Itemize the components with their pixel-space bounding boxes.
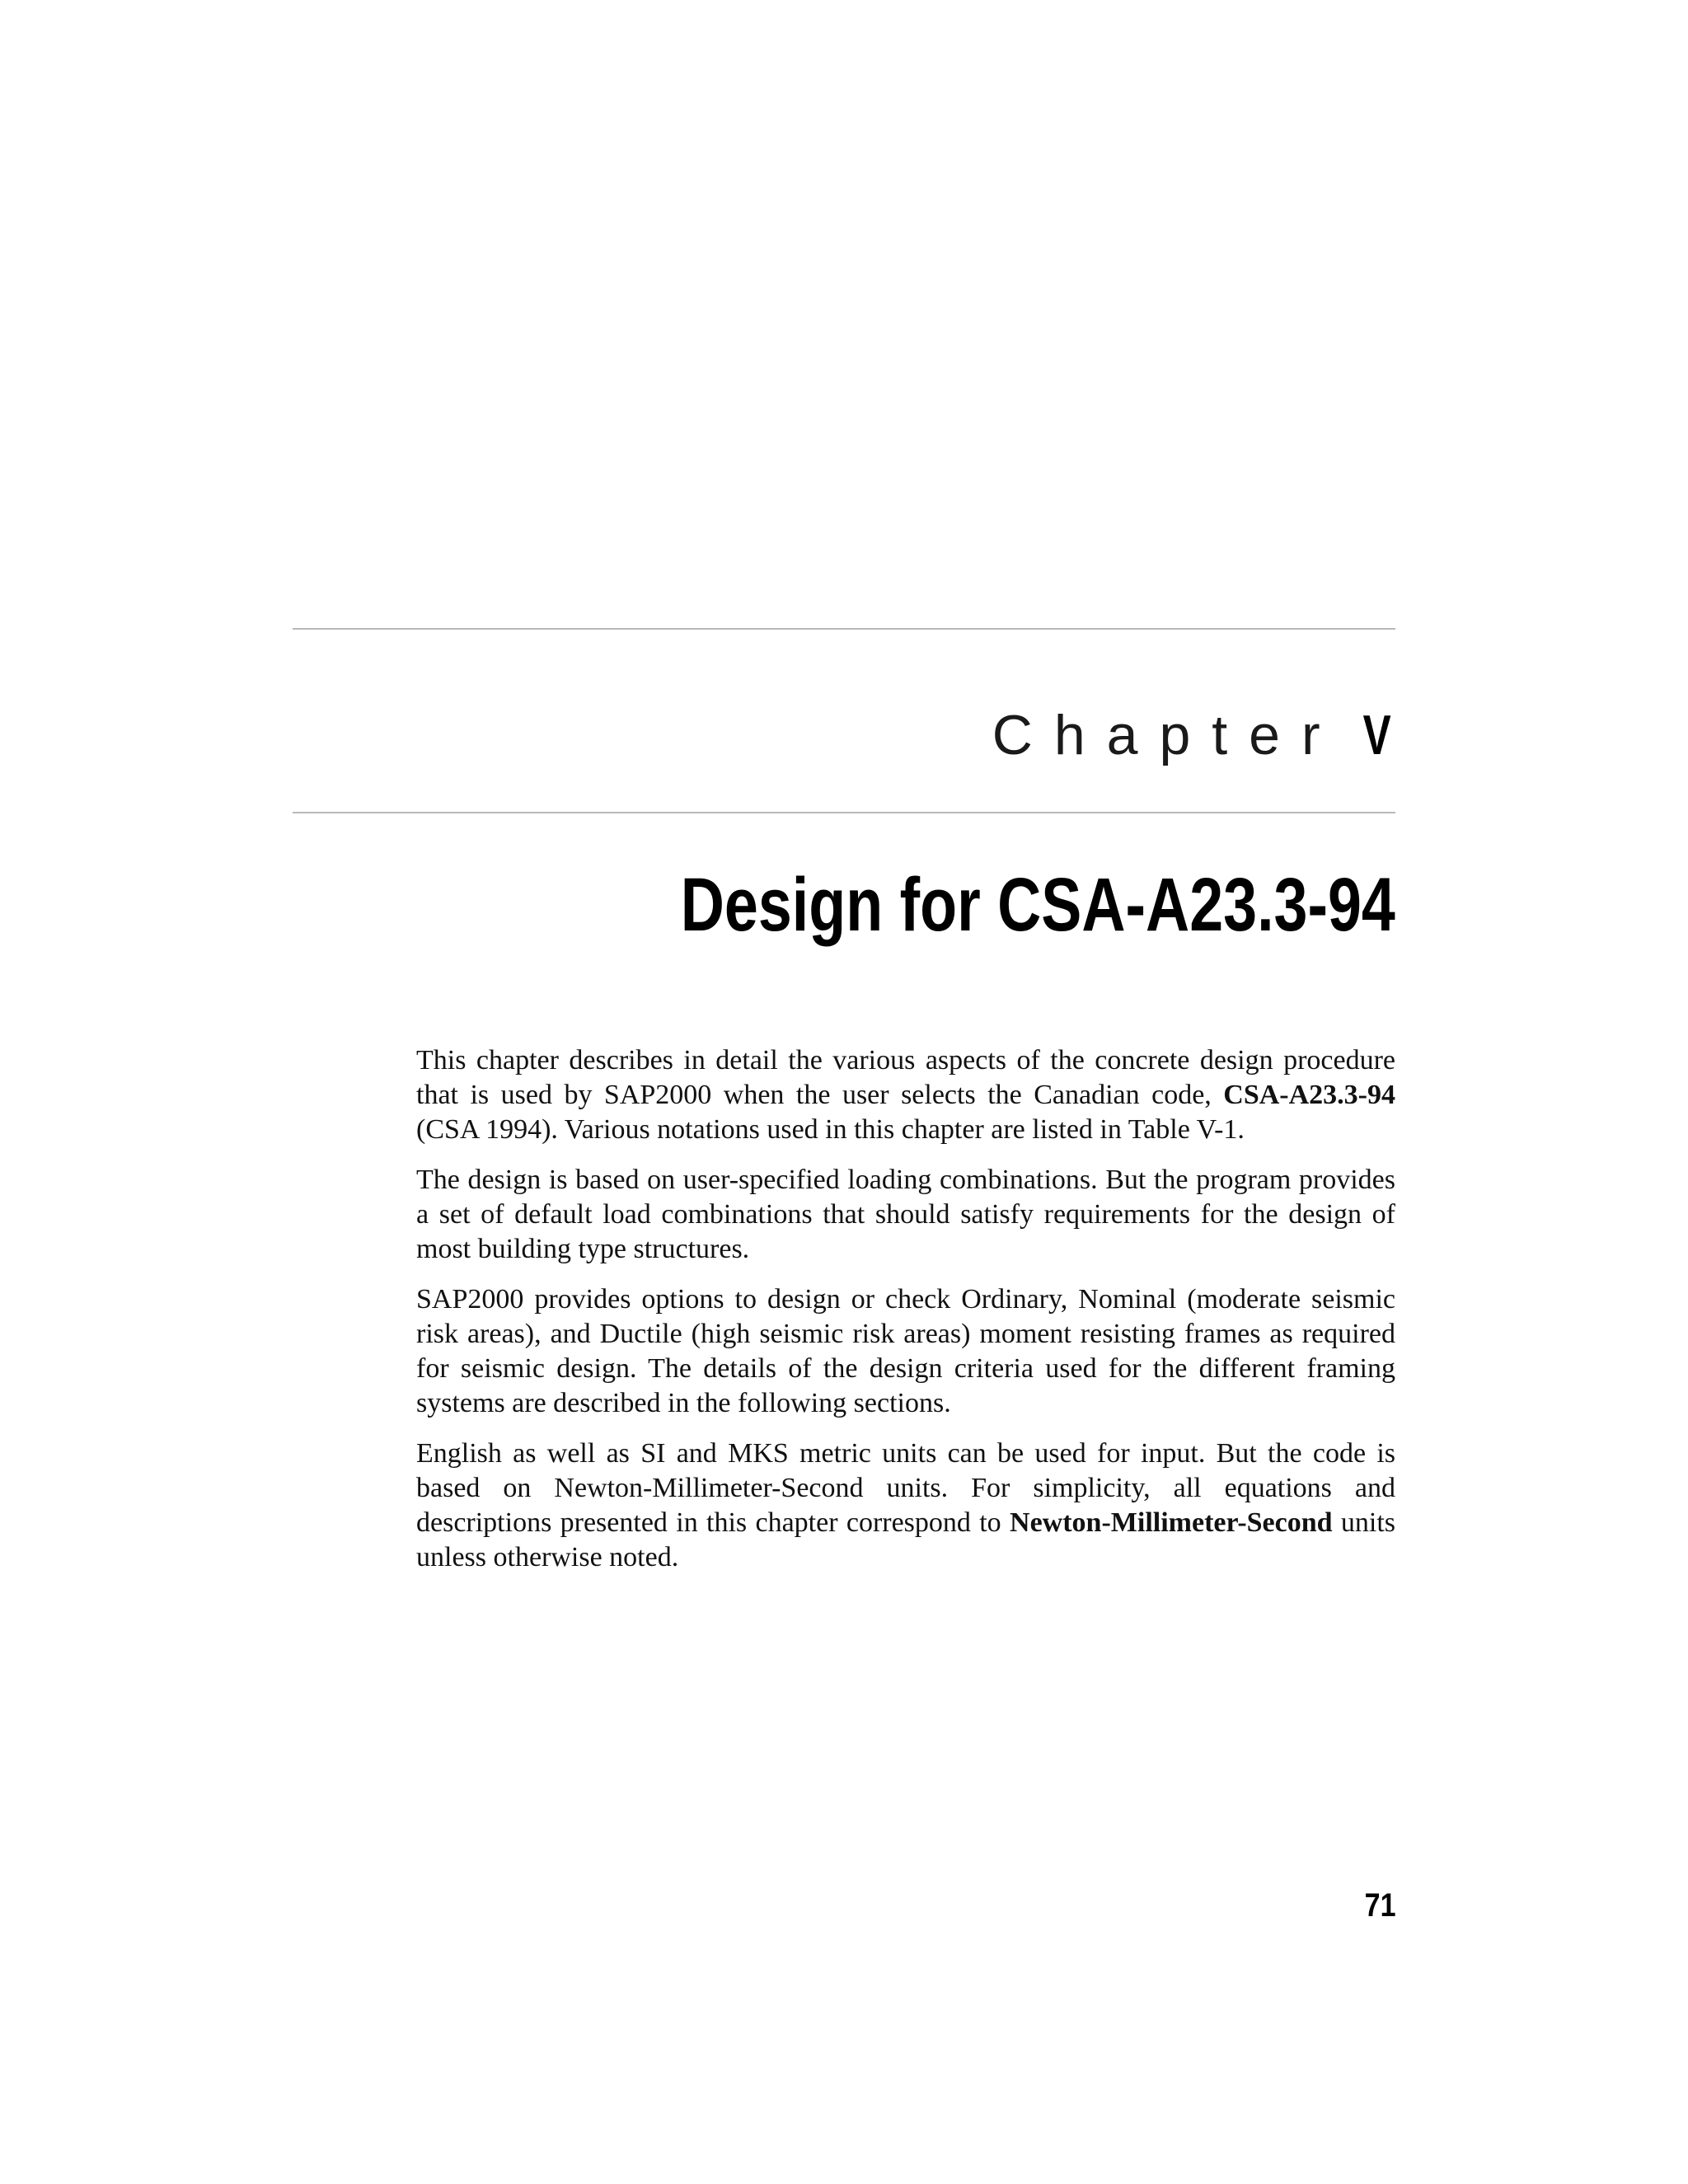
paragraph-units bbox=[416, 1436, 1395, 1575]
chapter-number: V bbox=[1362, 704, 1391, 766]
paragraph-seismic: SAP2000 provides options to design or check Ordinary, Nominal (moderate seismic risk areas), and Ductile (high seismic risk areas) moment resisting frames as required for seismic design. The details of the design criteria used for the different framing systems are described in the following sections. bbox=[416, 1284, 1395, 1418]
units-bold: Newton-Millimeter-Second bbox=[1010, 1507, 1333, 1538]
paragraph-intro-text-end: (CSA 1994). Various notations used in this chapter are listed in Table V-1. bbox=[416, 1114, 1245, 1145]
chapter-label bbox=[992, 704, 1395, 766]
paragraph-intro bbox=[416, 1043, 1395, 1147]
code-name-bold: CSA-A23.3-94 bbox=[1223, 1080, 1395, 1110]
chapter-word: Chapter bbox=[992, 704, 1342, 766]
body-text bbox=[416, 1043, 1395, 1591]
paragraph-units-text-end: units unless otherwise noted. bbox=[416, 1507, 1396, 1572]
paragraph-load-combinations: The design is based on user-specified loading combinations. But the program provides a set of default load combinations that should satisfy requirements for the design of most building type structures. bbox=[416, 1165, 1395, 1264]
bottom-rule bbox=[293, 812, 1395, 813]
page-number: 71 bbox=[1364, 1887, 1395, 1924]
chapter-title: Design for CSA-A23.3-94 bbox=[680, 863, 1395, 947]
top-rule bbox=[293, 628, 1395, 630]
paragraph-units-text: English as well as SI and MKS metric units can be used for input. But the code is based on Newton-Millimeter-Second units. For simplicity, all equations and descriptions presented in this chapter correspond to bbox=[416, 1438, 1395, 1538]
paragraph-intro-text: This chapter describes in detail the various aspects of the concrete design procedure that is used by SAP2000 when the user selects the Canadian code, bbox=[416, 1045, 1395, 1110]
